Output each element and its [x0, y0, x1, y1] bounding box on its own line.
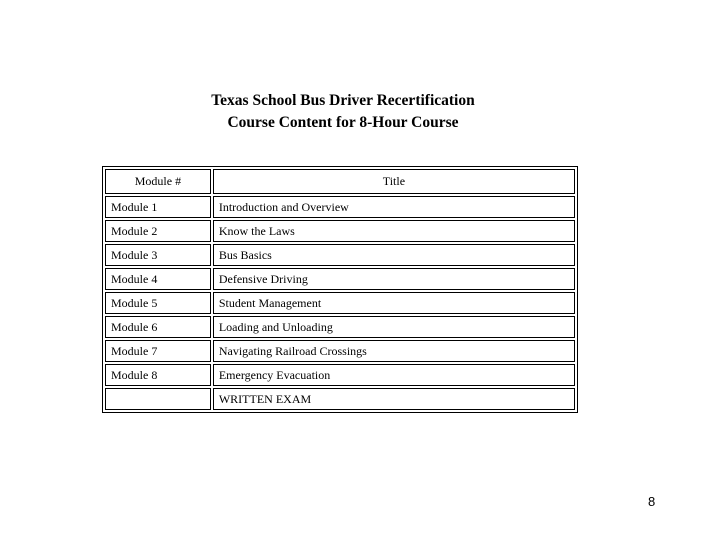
cell-module: Module 7 — [105, 340, 211, 362]
table-row — [105, 316, 575, 338]
table-row — [105, 388, 575, 410]
cell-title: Student Management — [213, 292, 575, 314]
cell-module — [105, 388, 211, 410]
cell-title: Loading and Unloading — [213, 316, 575, 338]
title-line-2: Course Content for 8-Hour Course — [227, 114, 459, 131]
title-line-1: Texas School Bus Driver Recertification — [211, 92, 475, 109]
cell-title: Know the Laws — [213, 220, 575, 242]
cell-module: Module 4 — [105, 268, 211, 290]
header-title: Title — [213, 169, 575, 194]
table-row — [105, 196, 575, 218]
table-row — [105, 244, 575, 266]
cell-module: Module 3 — [105, 244, 211, 266]
cell-title: Navigating Railroad Crossings — [213, 340, 575, 362]
cell-module: Module 5 — [105, 292, 211, 314]
cell-title: Defensive Driving — [213, 268, 575, 290]
cell-module: Module 2 — [105, 220, 211, 242]
cell-title: Introduction and Overview — [213, 196, 575, 218]
cell-title: Emergency Evacuation — [213, 364, 575, 386]
cell-module: Module 6 — [105, 316, 211, 338]
page-number: 8 — [648, 494, 656, 509]
table-header-row — [105, 169, 575, 194]
cell-title: Bus Basics — [213, 244, 575, 266]
cell-title: WRITTEN EXAM — [213, 388, 575, 410]
table-row — [105, 340, 575, 362]
course-content-table — [102, 166, 578, 413]
page-title — [0, 90, 686, 134]
table-row — [105, 268, 575, 290]
cell-module: Module 8 — [105, 364, 211, 386]
table-row — [105, 220, 575, 242]
table-row — [105, 292, 575, 314]
cell-module: Module 1 — [105, 196, 211, 218]
header-module: Module # — [105, 169, 211, 194]
table-row — [105, 364, 575, 386]
